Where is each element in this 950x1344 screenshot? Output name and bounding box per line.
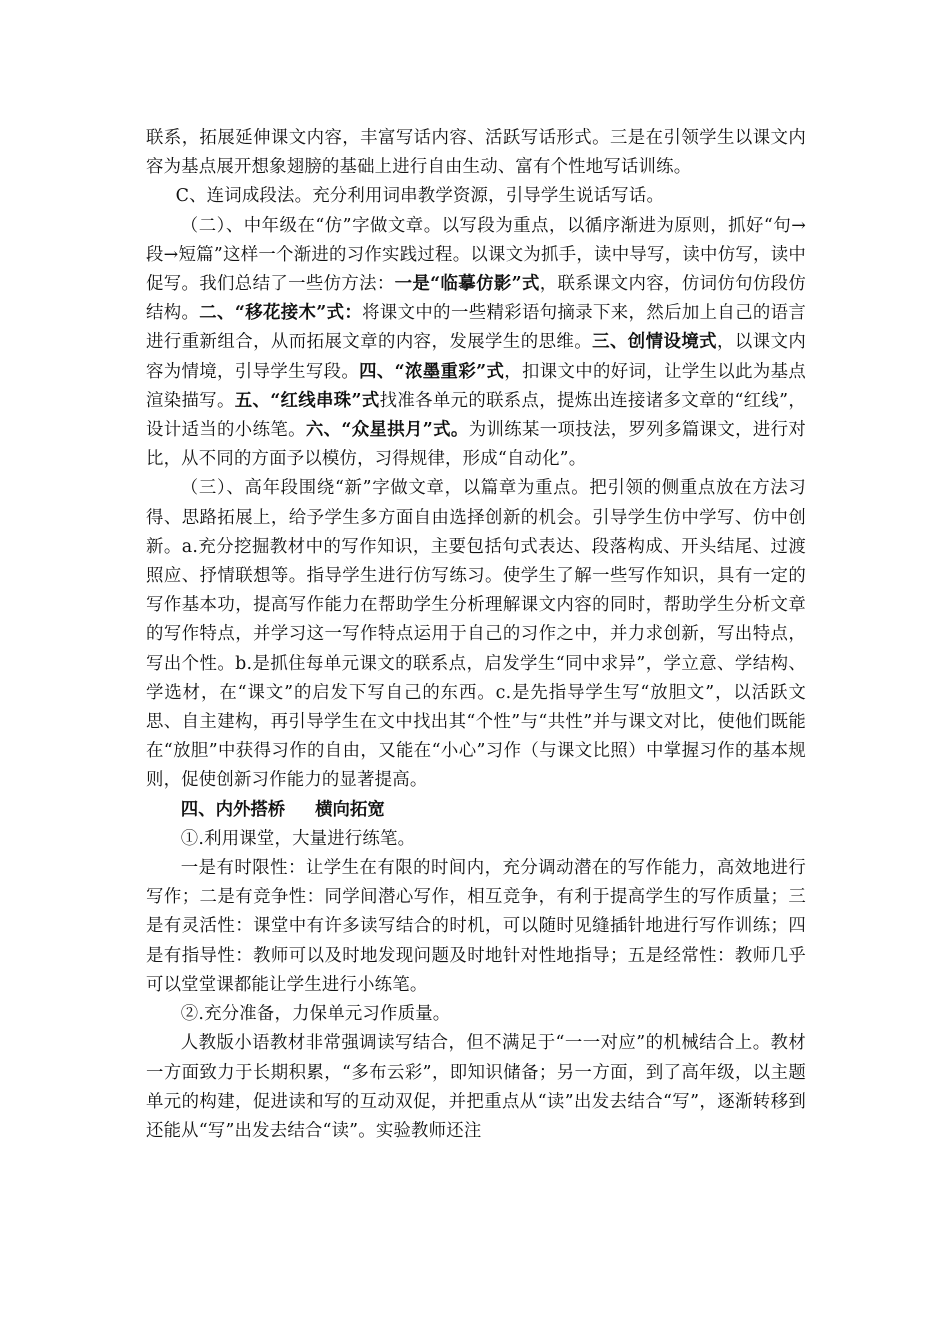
bold-term: 一是“临摹仿影”式 xyxy=(394,274,540,295)
document-body xyxy=(146,124,806,1146)
paragraph-classroom-practice: 一是有时限性：让学生在有限的时间内，充分调动潜在的写作能力，高效地进行写作；二是有竞争性：同学间潜心写作，相互竞争，有利于提高学生的写作质量；三是有灵活性：课堂中有许多读写结合的时机，可以随时见缝插针地进行写作训练；四是有指导性：教师可以及时地发现问题及时地针对性地指导；五是经常性：教师几乎可以堂堂课都能让学生进行小练笔。 xyxy=(146,858,806,995)
bold-term: 六、“众星拱月”式。 xyxy=(305,420,469,441)
paragraph-continuation: 联系，拓展延伸课文内容，丰富写话内容、活跃写话形式。三是在引领学生以课文内容为基点展开想象翅膀的基础上进行自由生动、富有个性地写话训练。 xyxy=(146,128,806,178)
paragraph-upper-grade: （三）、高年段围绕“新”字做文章，以篇章为重点。把引领的侧重点放在方法习得、思路拓展上，给予学生多方面自由选择创新的机会。引导学生仿中学写、仿中创新。a.充分挖掘教材中的写作知识，主要包括句式表达、段落构成、开头结尾、过渡照应、抒情联想等。指导学生进行仿写练习。使学生了解一些写作知识，具有一定的写作基本功，提高写作能力在帮助学生分析理解课文内容的同时，帮助学生分析文章的写作特点，并学习这一写作特点运用于自己的习作之中，并力求创新，写出特点，写出个性。b.是抓住每单元课文的联系点，启发学生“同中求异”，学立意、学结构、学选材，在“课文”的启发下写自己的东西。c.是先指导学生写“放胆文”，以活跃文思、自主建构，再引导学生在文中找出其“个性”与“共性”并与课文对比，使他们既能在“放胆”中获得习作的自由，又能在“小心”习作（与课文比照）中掌握习作的基本规则，促使创新习作能力的显著提高。 xyxy=(146,478,806,791)
text-segment: 找准各单元的联系点，提炼出连接诸多文章的“红线”，设计适当的小练笔。 xyxy=(146,390,806,441)
section-heading-left: 四、内外搭桥 xyxy=(180,799,286,820)
text-segment: ，以课文内容为情境，引导学生写段。 xyxy=(146,332,806,382)
list-item-2: ②.充分准备，力保单元习作质量。 xyxy=(180,1004,451,1025)
bold-term: 四、“浓墨重彩”式 xyxy=(359,361,505,382)
section-heading xyxy=(146,796,806,825)
text-segment: 为训练某一项技法，罗列多篇课文，进行对比，从不同的方面予以模仿，习得规律，形成“自动化”。 xyxy=(146,420,806,470)
bold-term: 五、“红线串珠”式 xyxy=(234,390,380,411)
section-heading-right: 横向拓宽 xyxy=(315,799,385,820)
paragraph-middle-grade xyxy=(146,212,806,475)
text-segment: 将课文中的一些精彩语句摘录下来，然后加上自己的语言进行重新组合，从而拓展文章的内容，发展学生的思维。 xyxy=(146,303,806,353)
text-segment: （二）、中年级在“仿”字做文章。以写段为重点，以循序渐进为原则，抓好“句→段→短篇”这样一个渐进的习作实践过程。以课文为抓手，读中导写，读中仿写，读中促写。我们总结了一些仿方法： xyxy=(146,215,806,295)
bold-term: 三、创情设境式 xyxy=(592,332,718,353)
paragraph-textbook: 人教版小语教材非常强调读写结合，但不满足于“一一对应”的机械结合上。教材一方面致力于长期积累，“多布云彩”，即知识储备；另一方面，到了高年级，以主题单元的构建，促进读和写的互动双促，并把重点从“读”出发去结合“写”，逐渐转移到还能从“写”出发去结合“读”。实验教师还注 xyxy=(146,1033,806,1141)
text-segment: ，扣课文中的好词，让学生以此为基点渲染描写。 xyxy=(146,361,806,411)
bold-term: 二、“移花接木”式： xyxy=(199,303,363,324)
list-item-1: ①.利用课堂，大量进行练笔。 xyxy=(180,828,416,849)
paragraph-method-c: C、连词成段法。充分利用词串教学资源，引导学生说话写话。 xyxy=(175,186,665,207)
text-segment: ，联系课文内容，仿词仿句仿段仿结构。 xyxy=(146,274,806,324)
